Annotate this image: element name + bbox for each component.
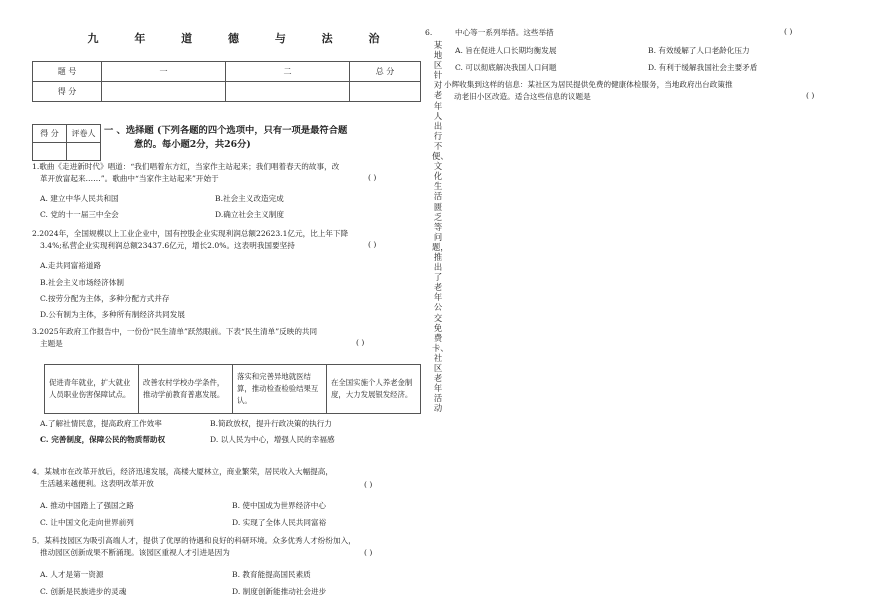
grader-score-label: 得 分 (33, 125, 67, 143)
exam-title: 九 年 道 德 与 法 治 (87, 32, 383, 45)
question-1-line1: 1.歌曲《走进新时代》唱道：“我们唱着东方红，当家作主站起来；我们唱着春天的故事，改 (32, 162, 340, 171)
q5-option-c: C. 创新是民族进步的灵魂 (40, 587, 127, 596)
section-heading-line2: 意的。每小题2分，共26分) (134, 139, 251, 150)
q6-option-b: B. 有效缓解了人口老龄化压力 (648, 46, 750, 55)
score-cell-1[interactable] (102, 82, 226, 102)
q2-option-a: A.走共同富裕道路 (40, 261, 102, 270)
q2-option-c: C.按劳分配为主体，多种分配方式并存 (40, 294, 170, 303)
score-header-total: 总 分 (350, 62, 421, 82)
livelihood-box-4: 在全国实施个人养老金制度，大力发展银发经济。 (327, 365, 421, 414)
answer-paren-1[interactable]: ( ) (368, 173, 377, 182)
score-header-2: 二 (226, 62, 350, 82)
score-row-label: 得 分 (33, 82, 102, 102)
question-3-line1: 3.2025年政府工作报告中，一份份“民生清单”跃然眼前。下表“民生清单”反映的共同 (32, 327, 318, 336)
livelihood-box-1: 促进青年就业，扩大就业人员职业伤害保障试点。 (45, 365, 139, 414)
q4-option-a: A. 推动中国踏上了强国之路 (40, 501, 134, 510)
score-cell-2[interactable] (226, 82, 350, 102)
question-6-number: 6. (425, 28, 433, 37)
answer-paren-5[interactable]: ( ) (364, 548, 373, 557)
score-header-1: 一 (102, 62, 226, 82)
answer-paren-2[interactable]: ( ) (368, 240, 377, 249)
grader-name-cell[interactable] (67, 143, 101, 161)
q3-option-a: A.了解社情民意，提高政府工作效率 (40, 419, 162, 428)
livelihood-box-2: 改善农村学校办学条件，推动学前教育普惠发展。 (139, 365, 233, 414)
q6-option-d: D. 有利于缓解我国社会主要矛盾 (648, 63, 758, 72)
q4-option-c: C. 让中国文化走向世界前列 (40, 518, 134, 527)
q5-option-d: D. 制度创新能推动社会进步 (232, 587, 327, 596)
grader-name-label: 评卷人 (67, 125, 101, 143)
q3-option-c: C. 完善制度，保障公民的物质帮助权 (40, 435, 166, 444)
answer-paren-4[interactable]: ( ) (364, 480, 373, 489)
q6-option-a: A. 旨在促进人口长期均衡发展 (455, 46, 557, 55)
question-2 (32, 228, 348, 252)
q3-option-b: B.简政放权，提升行政决策的执行力 (210, 419, 332, 428)
score-header-label: 题 号 (33, 62, 102, 82)
question-3 (32, 326, 317, 350)
answer-paren-3[interactable]: ( ) (356, 338, 365, 347)
livelihood-box-3: 落实和完善异地就医结算，推动检查检验结果互认。 (233, 365, 327, 414)
question-7 (444, 79, 733, 103)
question-1-line2: 革开放富起来……”。歌曲中“当家作主站起来”开始于 (40, 174, 219, 183)
grader-table (32, 124, 101, 161)
question-2-line1: 2.2024年，全国规模以上工业企业中，国有控股企业实现利润总额22623.1亿元，比上年下降 (32, 229, 349, 238)
grader-score-cell[interactable] (33, 143, 67, 161)
score-table (32, 61, 421, 102)
q5-option-b: B. 教育能提高国民素质 (232, 570, 311, 579)
question-5-line1: 5．某科技园区为吸引高端人才，提供了优厚的待遇和良好的科研环境。众多优秀人才纷纷加入， (32, 536, 356, 545)
question-6-line: 中心等一系列举措。这些举措 (455, 28, 554, 37)
question-4-line1: 4．某城市在改革开放后，经济迅速发展，高楼大厦林立，商业繁荣，居民收入大幅提高， (32, 467, 333, 476)
question-7-line2: 动老旧小区改造。适合这些信息的议题是 (454, 92, 591, 101)
q1-option-c: C. 党的十一届三中全会 (40, 210, 119, 219)
section-heading-line1: 一 、选择题 (下列各题的四个选项中，只有一项是最符合题 (104, 125, 348, 136)
q5-option-a: A. 人才是第一资源 (40, 570, 104, 579)
section-heading (104, 124, 347, 152)
q1-option-d: D.确立社会主义制度 (215, 210, 284, 219)
answer-paren-7[interactable]: ( ) (806, 91, 815, 100)
livelihood-list-table (44, 364, 421, 414)
q3-option-d: D. 以人民为中心，增强人民的幸福感 (210, 435, 335, 444)
q6-option-c: C. 可以彻底解决我国人口问题 (455, 63, 557, 72)
score-cell-total[interactable] (350, 82, 421, 102)
q1-option-a: A. 建立中华人民共和国 (40, 194, 119, 203)
question-1 (32, 161, 339, 185)
question-5-line2: 推动园区创新成果不断涌现。该园区重视人才引进是因为 (40, 548, 230, 557)
question-4-line2: 生活越来越便利。这表明改革开放 (40, 479, 154, 488)
question-4 (32, 466, 333, 490)
answer-paren-6[interactable]: ( ) (784, 27, 793, 36)
q2-option-d: D.公有制为主体，多种所有制经济共同发展 (40, 310, 185, 319)
q4-option-b: B. 使中国成为世界经济中心 (232, 501, 326, 510)
q2-option-b: B.社会主义市场经济体制 (40, 278, 124, 287)
question-2-line2: 3.4%;私营企业实现利润总额23437.6亿元，增长2.0%。这表明我国要坚持 (40, 241, 295, 250)
question-7-line1: 小辉收集到这样的信息：某社区为居民提供免费的健康体检服务，当地政府出台政策推 (444, 80, 733, 89)
q1-option-b: B.社会主义改造完成 (215, 194, 284, 203)
q4-option-d: D. 实现了全体人民共同富裕 (232, 518, 327, 527)
question-6-vertical-text: 某地区针对老年人出行不便、文化生活匮乏等问题，推出了老年公交免费卡、社区老年活动 (432, 40, 449, 414)
question-3-line2: 主题是 (40, 339, 63, 348)
question-5 (32, 535, 356, 559)
